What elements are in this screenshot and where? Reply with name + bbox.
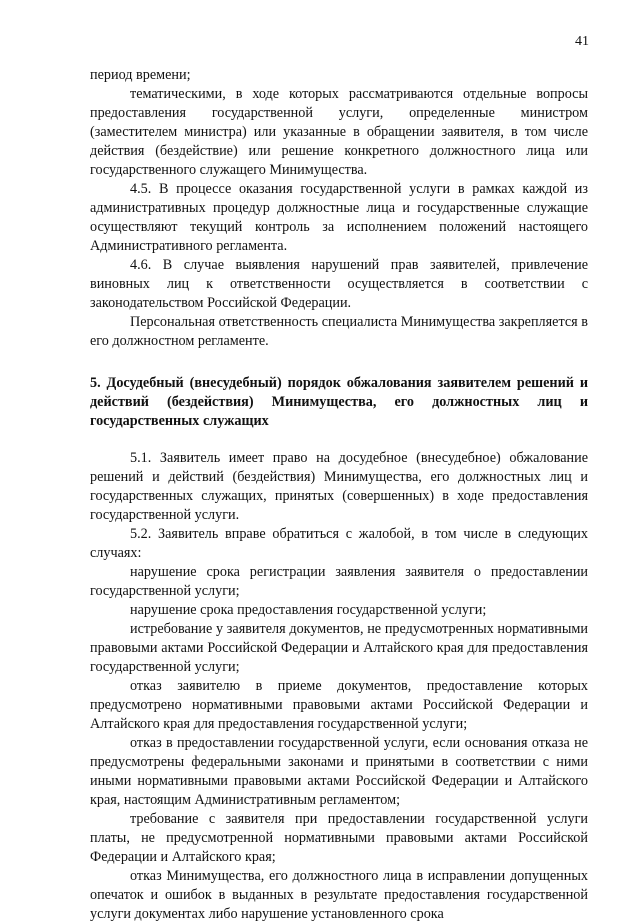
section-heading: 5. Досудебный (внесудебный) порядок обжалования заявителем решений и действий (бездействия) Минимущества, его должностных лиц и государственных служащих bbox=[90, 375, 588, 429]
list-item: требование с заявителя при предоставлении государственной услуги платы, не предусмотренной нормативными правовыми актами Российской Федерации и Алтайского края; bbox=[90, 811, 588, 865]
paragraph: период времени; bbox=[90, 67, 191, 83]
paragraph: тематическими, в ходе которых рассматриваются отдельные вопросы предоставления государственной услуги, определенные министром (заместителем министра) или указанные в обращении заявителя, в том числе действия (бездействие) или решение конкретного должностного лица или государственного служащего Минимущества. bbox=[90, 86, 588, 178]
section-5-body bbox=[90, 449, 588, 924]
list-item: отказ заявителю в приеме документов, предоставление которых предусмотрено нормативными правовыми актами Российской Федерации и Алтайского края для предоставления государственной услуги; bbox=[90, 678, 588, 732]
paragraph: 4.5. В процессе оказания государственной услуги в рамках каждой из административных процедур должностные лица и государственные служащие осуществляют текущий контроль за исполнением положений настоящего Административного регламента. bbox=[90, 181, 588, 254]
section-4-continuation bbox=[90, 66, 588, 351]
list-item: истребование у заявителя документов, не предусмотренных нормативными правовыми актами Российской Федерации и Алтайского края для предоставления государственной услуги; bbox=[90, 621, 588, 675]
spacer bbox=[90, 351, 588, 374]
list-item: нарушение срока регистрации заявления заявителя о предоставлении государственной услуги; bbox=[90, 564, 588, 599]
spacer bbox=[90, 431, 588, 449]
document-body bbox=[90, 66, 588, 924]
paragraph: 4.6. В случае выявления нарушений прав заявителей, привлечение виновных лиц к ответственности осуществляется в соответствии с законодательством Российской Федерации. bbox=[90, 257, 588, 311]
list-item: нарушение срока предоставления государственной услуги; bbox=[130, 602, 487, 618]
list-item: отказ в предоставлении государственной услуги, если основания отказа не предусмотрены федеральными законами и принятыми в соответствии с ними иными нормативными правовыми актами Российской Федерации и Алтайского края, настоящим Административным регламентом; bbox=[90, 735, 588, 808]
paragraph: Персональная ответственность специалиста Минимущества закрепляется в его должностном регламенте. bbox=[90, 314, 588, 349]
paragraph: 5.2. Заявитель вправе обратиться с жалобой, в том числе в следующих случаях: bbox=[90, 526, 588, 561]
paragraph: 5.1. Заявитель имеет право на досудебное (внесудебное) обжалование решений и действий (бездействия) Минимущества, его должностных лиц и государственных служащих, принятых (совершенных) в ходе предоставления государственной услуги. bbox=[90, 450, 588, 523]
list-item: отказ Минимущества, его должностного лица в исправлении допущенных опечаток и ошибок в выданных в результате предоставления государственной услуги документах либо нарушение установленного срока bbox=[90, 868, 588, 922]
page-number: 41 bbox=[575, 34, 589, 49]
